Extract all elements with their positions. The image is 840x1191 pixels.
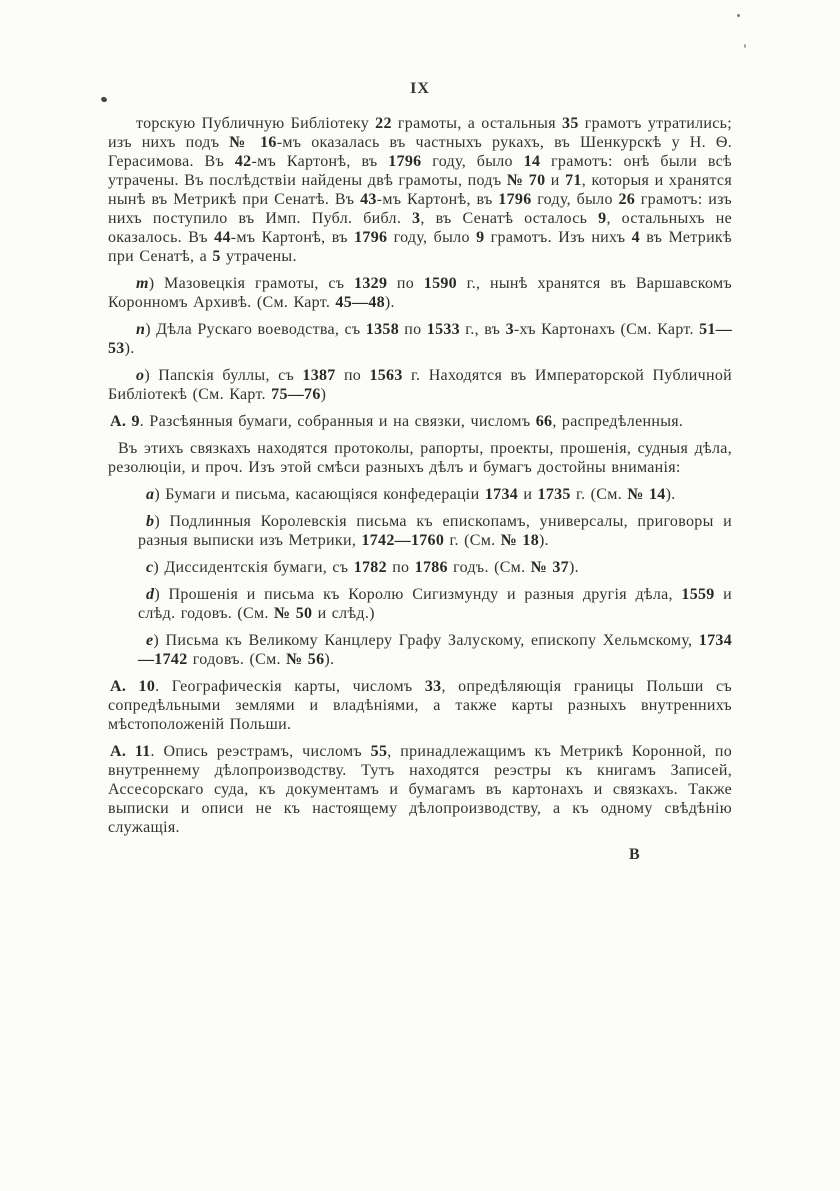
paragraph-continuation: торскую Публичную Библіотеку 22 грамоты, а остальныя 35 грамотъ утратились; изъ нихъ подъ № 16-мъ оказалась въ частныхъ рукахъ, въ Шенкурскѣ у Н. Ѳ. Герасимова. Въ 42-мъ Картонѣ, въ 1796 году, было 14 грамотъ: онѣ были всѣ утрачены. Въ послѣдствіи найдены двѣ грамоты, подъ № 70 и 71, которыя и хранятся нынѣ въ Метрикѣ при Сенатѣ. Въ 43-мъ Картонѣ, въ 1796 году, было 26 грамотъ: изъ нихъ поступило въ Имп. Публ. библ. 3, въ Сенатѣ осталось 9, остальныхъ не оказалось. Въ 44-мъ Картонѣ, въ 1796 году, было 9 грамотъ. Изъ нихъ 4 въ Метрикѣ при Сенатѣ, а 5 утрачены. [108,115,733,265]
list-item-n: n) Дѣла Рускаго воеводства, съ 1358 по 1533 г., въ 3-хъ Картонахъ (См. Карт. 51—53). [108,321,732,357]
list-item-b: b) Подлинныя Королевскія письма къ епископамъ, универсалы, приговоры и разныя выписки изъ Метрики, 1742—1760 г. (См. № 18). [138,513,732,549]
section-heading-a9: А. 9. Разсѣянныя бумаги, собранныя и на связки, числомъ 66, распредѣленныя. [110,413,684,430]
list-item-o: o) Папскія буллы, съ 1387 по 1563 г. Находятся въ Императорской Публичной Библіотекѣ (См. Карт. 75—76) [108,367,733,403]
list-item-d: d) Прошенія и письма къ Королю Сигизмунду и разныя другія дѣла, 1559 и слѣд. годовъ. (См. № 50 и слѣд.) [138,586,732,622]
ink-speck [737,14,740,17]
list-item-m: m) Мазовецкія грамоты, съ 1329 по 1590 г., нынѣ хранятся въ Варшавскомъ Коронномъ Архивѣ. (См. Карт. 45—48). [108,275,733,311]
list-item-e: e) Письма къ Великому Канцлеру Графу Залускому, епископу Хельмскому, 1734—1742 годовъ. (См. № 56). [138,632,732,668]
text-block [108,114,732,864]
section-heading-a11: А. 11. Опись реэстрамъ, числомъ 55, принадлежащимъ къ Метрикѣ Коронной, по внутреннему дѣлопроизводству. Тутъ находятся реэстры къ книгамъ Записей, Ассесорскаго суда, къ документамъ и бумагамъ въ картонахъ и связкахъ. Также выписки и описи не къ настоящему дѣлопроизводству, а къ одному свѣдѣнію служащія. [108,743,732,836]
list-item-c: c) Диссидентскія бумаги, съ 1782 по 1786 годъ. (См. № 37). [146,559,579,576]
page-number: IX [410,80,430,97]
catchword: В [629,846,640,863]
list-item-a: a) Бумаги и письма, касающіяся конфедераціи 1734 и 1735 г. (См. № 14). [146,486,676,503]
paragraph-intro: Въ этихъ связкахъ находятся протоколы, рапорты, проекты, прошенія, судныя дѣла, резолюціи, и проч. Изъ этой смѣси разныхъ дѣлъ и бумагъ достойны вниманія: [108,440,732,476]
ink-speck [744,44,746,48]
ink-speck [100,96,107,103]
section-heading-a10: А. 10. Географическія карты, числомъ 33, опредѣляющія границы Польши съ сопредѣльными землями и владѣніями, а также карты разныхъ внутреннихъ мѣстоположеній Польши. [108,678,732,733]
